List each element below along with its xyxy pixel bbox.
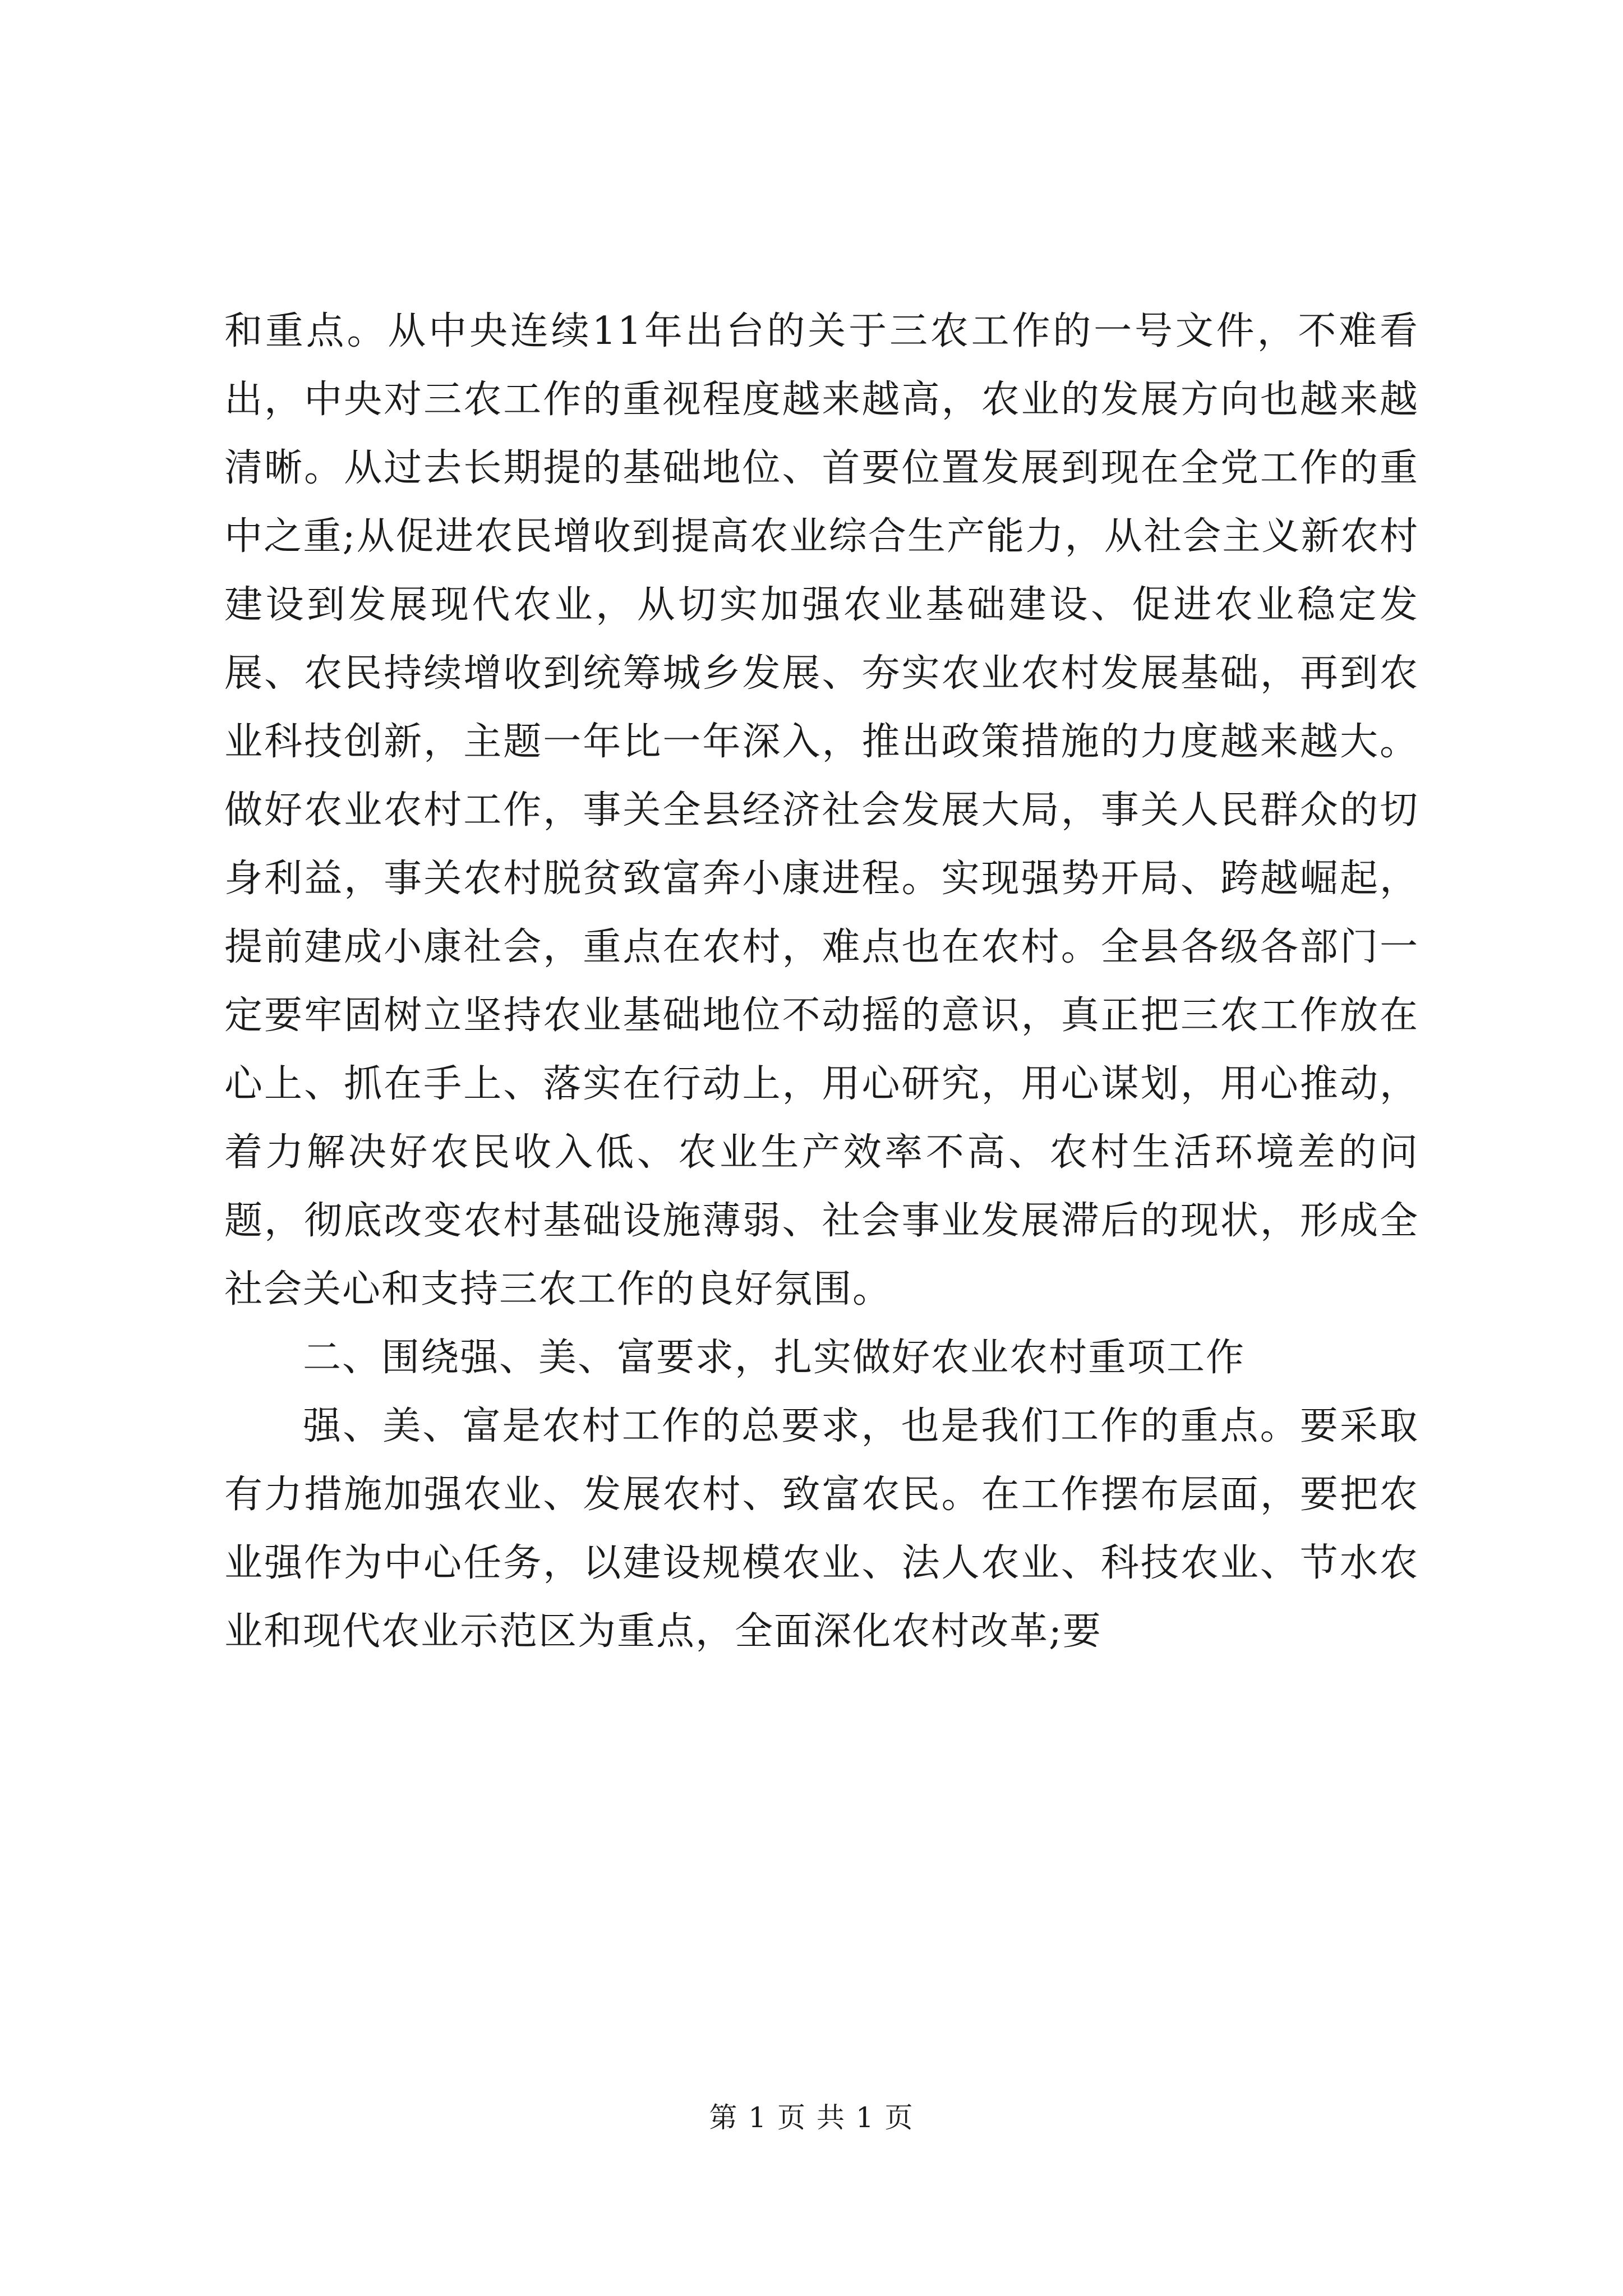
paragraph-section-intro: 强、美、富是农村工作的总要求，也是我们工作的重点。要采取有力措施加强农业、发展农村、致富农民。在工作摆布层面，要把农业强作为中心任务，以建设规模农业、法人农业、科技农业、节水农业和现代农业示范区为重点，全面深化农村改革;要 <box>224 1404 1419 1654</box>
section-heading: 二、围绕强、美、富要求，扎实做好农业农村重项工作 <box>303 1336 1246 1380</box>
paragraph-continuation: 和重点。从中央连续11年出台的关于三农工作的一号文件，不难看出，中央对三农工作的重视程度越来越高，农业的发展方向也越来越清晰。从过去长期提的基础地位、首要位置发展到现在全党工作的重中之重;从促进农民增收到提高农业综合生产能力，从社会主义新农村建设到发展现代农业，从切实加强农业基础建设、促进农业稳定发展、农民持续增收到统筹城乡发展、夯实农业农村发展基础，再到农业科技创新，主题一年比一年深入，推出政策措施的力度越来越大。做好农业农村工作，事关全县经济社会发展大局，事关人民群众的切身利益，事关农村脱贫致富奔小康进程。实现强势开局、跨越崛起，提前建成小康社会，重点在农村，难点也在农村。全县各级各部门一定要牢固树立坚持农业基础地位不动摇的意识，真正把三农工作放在心上、抓在手上、落实在行动上，用心研究，用心谋划，用心推动，着力解决好农民收入低、农业生产效率不高、农村生活环境差的问题，彻底改变农村基础设施薄弱、社会事业发展滞后的现状，形成全社会关心和支持三农工作的良好氛围。 <box>224 309 1419 1312</box>
document-body <box>224 297 1419 1666</box>
page-footer <box>0 2101 1623 2134</box>
page-number-label: 第 1 页 共 1 页 <box>709 2101 914 2134</box>
